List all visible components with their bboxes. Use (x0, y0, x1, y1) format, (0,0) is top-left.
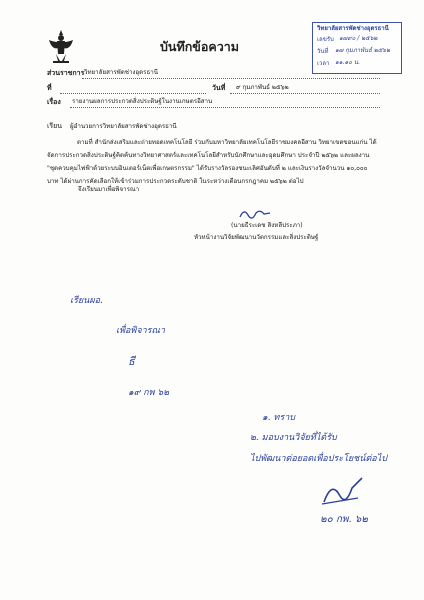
body-paragraph: ตามที่ สำนักส่งเสริมและถ่ายทอดเทคโนโลยี ร่วมกับมหาวิทยาลัยเทคโนโลยีราชมงคลอีสาน วิทยาเขตขอนแก่น ได้จัดการประกวดสิ่งประดิษฐ์คิดค้นทางวิทยาศาสตร์และเทคโนโลยีสำหรับนักศึกษาและอุดมศึกษา ประจำปี ๒๕๖๒ และผลงาน "ชุดควบคุมไฟฟ้าด้วยระบบอินเตอร์เน็ตเพื่อเกษตรกรรม" ได้รับรางวัลรองชนะเลิศอันดับที่ ๒ และเงินรางวัลจำนวน ๑๐,๐๐๐ บาท ได้ผ่านการคัดเลือกให้เข้าร่วมการประกวดระดับชาติ ในระหว่างเดือนกรกฎาคม ๒๕๖๒ ต่อไป (47, 139, 377, 185)
date-value: ๙ กุมภาพันธ์ ๒๕๖๒ (236, 84, 289, 91)
handwritten-date-2: ๒๐ กพ. ๖๒ (320, 514, 368, 525)
date-label: วันที่ (212, 84, 226, 92)
director-signature-icon (318, 474, 368, 508)
handwritten-item-1: ๑. ทราบ (262, 413, 295, 423)
stamp-time-label: เวลา (317, 60, 330, 67)
stamp-agency: วิทยาลัยสารพัดช่างอุดรธานี (317, 25, 389, 32)
receiving-stamp (312, 22, 402, 74)
handwritten-item-3: ไปพัฒนาต่อยอดเพื่อประโยชน์ต่อไป (250, 454, 387, 464)
signer-position: หัวหน้างานวิจัยพัฒนานวัตกรรมและสิ่งประดิษฐ์ (194, 234, 319, 241)
closing-text: จึงเรียนมาเพื่อพิจารณา (78, 186, 140, 193)
handwritten-note-1: เรียนผอ. (70, 296, 103, 306)
stamp-number-label: เลขรับ (317, 36, 334, 43)
handwritten-initials: ธี (128, 355, 135, 368)
handwritten-item-2: ๒. มอบงานวิจัยที่ได้รับ (250, 433, 337, 443)
subject-label: เรื่อง (47, 98, 61, 106)
agency-dotline (82, 78, 380, 79)
handwritten-date-1: ๑๙ กพ ๖๒ (128, 388, 170, 398)
handwritten-note-2: เพื่อพิจารณา (116, 326, 165, 336)
signature-mark-icon (238, 207, 272, 221)
agency-label: ส่วนราชการ (47, 69, 85, 77)
to-value: ผู้อำนวยการวิทยาลัยสารพัดช่างอุดรธานี (70, 123, 177, 130)
stamp-time-value: ๑๑.๑๐ น. (335, 59, 360, 66)
date-dotline (230, 93, 380, 94)
to-label: เรียน (47, 122, 63, 130)
ref-label: ที่ (47, 84, 52, 92)
subject-dotline (70, 107, 380, 108)
agency-value: วิทยาลัยสารพัดช่างอุดรธานี (84, 69, 158, 76)
subject-value: รายงานผลการประกวดสิ่งประดิษฐ์ในงานเกษตรอีสาน (72, 98, 213, 105)
stamp-date-label: วันที่ (317, 48, 329, 55)
garuda-emblem-icon (46, 28, 76, 64)
ref-dotline (60, 93, 206, 94)
stamp-number-value: ๑๗๙๐ / ๒๕๖๒ (339, 35, 378, 42)
signer-name: (นายธีระเดช สิงหลีประภา) (231, 222, 303, 229)
memo-title: บันทึกข้อความ (160, 39, 239, 54)
stamp-date-value: ๑๗ กุมภาพันธ์ ๒๕๖๒ (335, 47, 391, 54)
